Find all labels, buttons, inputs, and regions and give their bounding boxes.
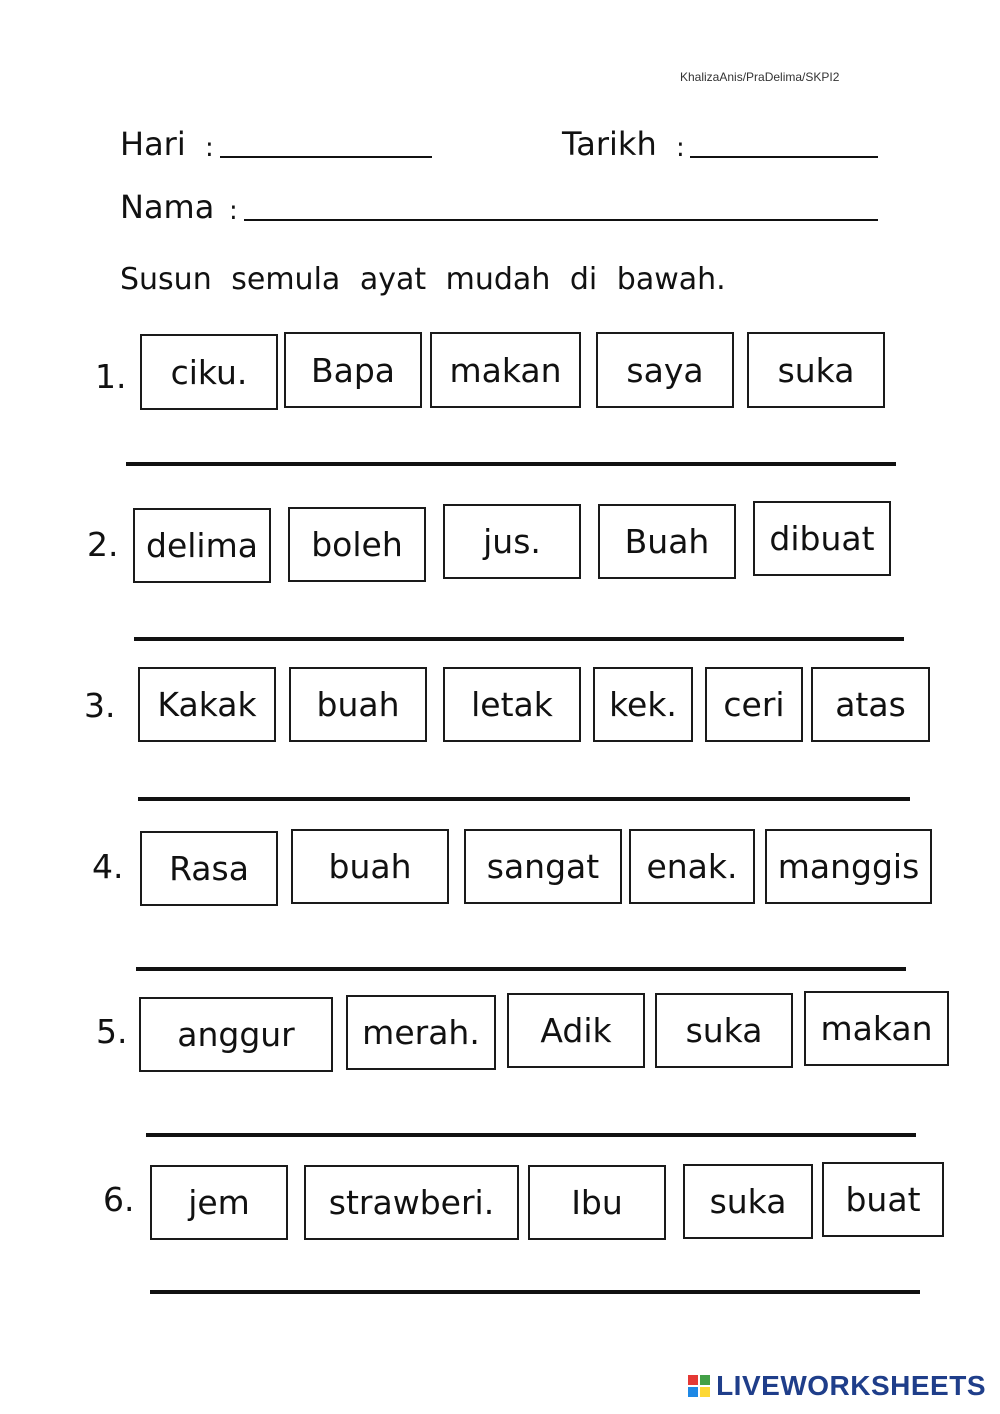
logo-text: LIVEWORKSHEETS [716,1370,986,1401]
hari-colon: : [205,133,214,163]
tarikh-label: Tarikh [562,125,657,163]
nama-field[interactable] [244,219,878,221]
word-card[interactable]: sangat [464,829,622,904]
word-card[interactable]: suka [747,332,885,408]
answer-line[interactable] [138,797,910,801]
word-card[interactable]: Ibu [528,1165,666,1240]
answer-line[interactable] [136,967,906,971]
word-card[interactable]: Adik [507,993,645,1068]
word-card[interactable]: dibuat [753,501,891,576]
word-card[interactable]: Rasa [140,831,278,906]
word-card[interactable]: jus. [443,504,581,579]
nama-colon: : [229,196,238,226]
question-number: 3. [84,686,116,725]
liveworksheets-logo-icon [688,1375,710,1397]
instruction-text: Susun semula ayat mudah di bawah. [120,262,726,297]
word-card[interactable]: suka [655,993,793,1068]
answer-line[interactable] [146,1133,916,1137]
word-card[interactable]: makan [430,332,581,408]
question-number: 6. [103,1180,135,1219]
word-card[interactable]: anggur [139,997,333,1072]
question-number: 2. [87,525,119,564]
tarikh-colon: : [676,133,685,163]
word-card[interactable]: saya [596,332,734,408]
word-card[interactable]: buat [822,1162,944,1237]
answer-line[interactable] [126,462,896,466]
word-card[interactable]: Kakak [138,667,276,742]
answer-line[interactable] [134,637,904,641]
word-card[interactable]: buah [291,829,449,904]
word-card[interactable]: ceri [705,667,803,742]
word-card[interactable]: boleh [288,507,426,582]
word-card[interactable]: delima [133,508,271,583]
word-card[interactable]: strawberi. [304,1165,519,1240]
question-number: 4. [92,847,124,886]
word-card[interactable]: ciku. [140,334,278,410]
word-card[interactable]: enak. [629,829,755,904]
word-card[interactable]: Bapa [284,332,422,408]
liveworksheets-logo[interactable] [688,1370,986,1402]
word-card[interactable]: jem [150,1165,288,1240]
question-number: 5. [96,1012,128,1051]
hari-field[interactable] [220,156,432,158]
word-card[interactable]: Buah [598,504,736,579]
question-number: 1. [95,357,127,396]
hari-label: Hari [120,125,186,163]
worksheet-credit: KhalizaAnis/PraDelima/SKPI2 [680,70,840,84]
word-card[interactable]: suka [683,1164,813,1239]
word-card[interactable]: atas [811,667,930,742]
answer-line[interactable] [150,1290,920,1294]
word-card[interactable]: kek. [593,667,693,742]
word-card[interactable]: buah [289,667,427,742]
word-card[interactable]: merah. [346,995,496,1070]
word-card[interactable]: makan [804,991,949,1066]
word-card[interactable]: manggis [765,829,932,904]
word-card[interactable]: letak [443,667,581,742]
tarikh-field[interactable] [690,156,878,158]
nama-label: Nama [120,188,215,226]
